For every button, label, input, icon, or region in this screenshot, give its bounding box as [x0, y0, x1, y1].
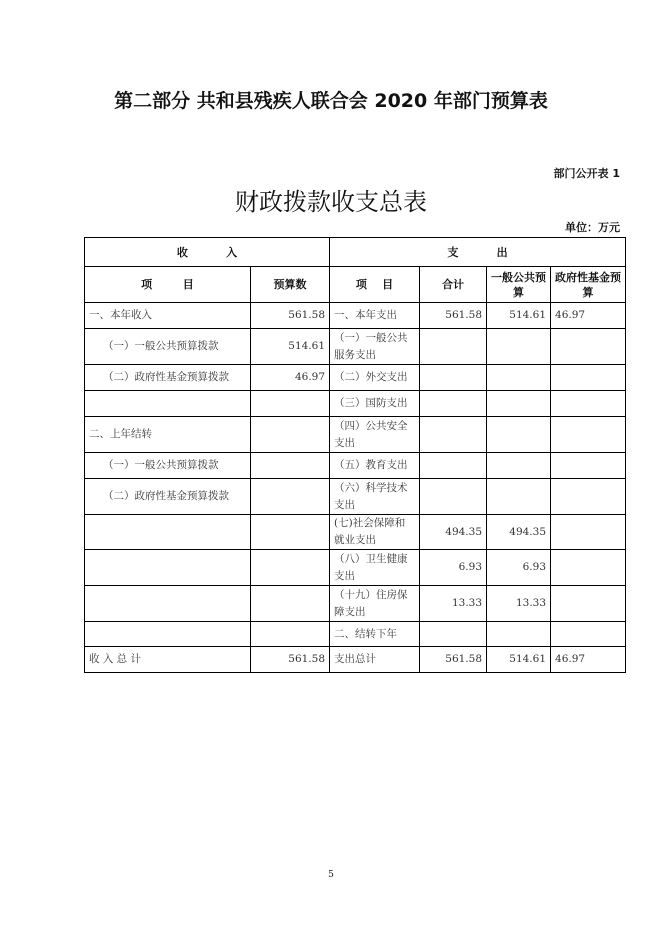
income-item	[85, 586, 251, 622]
table-row	[85, 391, 626, 417]
expense-header: 支 出	[330, 238, 626, 267]
total-header: 合计	[420, 267, 487, 303]
expense-total: 13.33	[420, 586, 487, 622]
income-item	[85, 515, 251, 550]
income-amount	[251, 391, 330, 417]
table-row	[85, 453, 626, 479]
table-row	[85, 417, 626, 453]
expense-item: （三）国防支出	[330, 391, 420, 417]
expense-item: （一）一般公共服务支出	[330, 329, 420, 365]
expense-item: （六）科学技术支出	[330, 479, 420, 515]
fund-budget-amount: 46.97	[551, 303, 626, 329]
fund-budget-amount: 46.97	[551, 647, 626, 673]
fund-budget-amount	[551, 479, 626, 515]
expense-total	[420, 329, 487, 365]
page-number: 5	[328, 870, 334, 880]
table-row	[85, 622, 626, 647]
expense-total	[420, 453, 487, 479]
income-amount	[251, 622, 330, 647]
expense-total	[420, 365, 487, 391]
section-heading: 第二部分 共和县残疾人联合会 2020 年部门预算表	[114, 90, 548, 112]
income-item: （一）一般公共预算拨款	[85, 329, 251, 365]
fund-budget-amount	[551, 622, 626, 647]
general-budget-amount	[487, 329, 551, 365]
fund-budget-amount	[551, 586, 626, 622]
fund-budget-amount	[551, 417, 626, 453]
fund-budget-header: 政府性基金预算	[551, 267, 626, 303]
table-row	[85, 329, 626, 365]
income-item: （一）一般公共预算拨款	[85, 453, 251, 479]
fund-budget-amount	[551, 329, 626, 365]
fund-budget-amount	[551, 391, 626, 417]
table-row	[85, 550, 626, 586]
expense-item: （五）教育支出	[330, 453, 420, 479]
expense-total	[420, 391, 487, 417]
income-item: （二）政府性基金预算拨款	[85, 479, 251, 515]
table-title: 财政拨款收支总表	[235, 188, 427, 216]
income-item-header: 项 目	[85, 267, 251, 303]
income-amount	[251, 515, 330, 550]
budget-table	[84, 237, 626, 673]
general-budget-amount	[487, 365, 551, 391]
table-row	[85, 586, 626, 622]
expense-total: 561.58	[420, 647, 487, 673]
general-budget-amount	[487, 417, 551, 453]
expense-item: 一、本年支出	[330, 303, 420, 329]
income-item	[85, 550, 251, 586]
income-item: 一、本年收入	[85, 303, 251, 329]
expense-total	[420, 622, 487, 647]
income-amount	[251, 586, 330, 622]
general-budget-amount: 494.35	[487, 515, 551, 550]
unit-label: 单位：万元	[565, 221, 620, 234]
fund-budget-amount	[551, 453, 626, 479]
expense-item: 二、结转下年	[330, 622, 420, 647]
income-item: （二）政府性基金预算拨款	[85, 365, 251, 391]
income-amount: 561.58	[251, 303, 330, 329]
general-budget-amount	[487, 622, 551, 647]
general-budget-amount: 514.61	[487, 647, 551, 673]
table-row	[85, 647, 626, 673]
general-budget-amount: 6.93	[487, 550, 551, 586]
income-amount: 46.97	[251, 365, 330, 391]
general-budget-header: 一般公共预算	[487, 267, 551, 303]
expense-item: (七)社会保障和就业支出	[330, 515, 420, 550]
expense-item: （十九）住房保障支出	[330, 586, 420, 622]
fund-budget-amount	[551, 365, 626, 391]
table-number: 部门公开表 1	[553, 167, 620, 180]
income-item: 收 入 总 计	[85, 647, 251, 673]
income-amount	[251, 453, 330, 479]
expense-item: 支出总计	[330, 647, 420, 673]
income-amount: 561.58	[251, 647, 330, 673]
general-budget-amount	[487, 453, 551, 479]
general-budget-amount: 514.61	[487, 303, 551, 329]
expense-item: （二）外交支出	[330, 365, 420, 391]
expense-item: （四）公共安全支出	[330, 417, 420, 453]
fund-budget-amount	[551, 550, 626, 586]
income-amount	[251, 417, 330, 453]
income-amount	[251, 550, 330, 586]
expense-item-header: 项 目	[330, 267, 420, 303]
income-amount	[251, 479, 330, 515]
income-item	[85, 391, 251, 417]
general-budget-amount	[487, 391, 551, 417]
table-row	[85, 515, 626, 550]
expense-total: 494.35	[420, 515, 487, 550]
expense-total: 6.93	[420, 550, 487, 586]
general-budget-amount	[487, 479, 551, 515]
table-row	[85, 365, 626, 391]
income-amount: 514.61	[251, 329, 330, 365]
income-header: 收 入	[85, 238, 330, 267]
expense-item: （八）卫生健康支出	[330, 550, 420, 586]
budget-header: 预算数	[251, 267, 330, 303]
expense-total	[420, 417, 487, 453]
table-row	[85, 303, 626, 329]
expense-total	[420, 479, 487, 515]
expense-total: 561.58	[420, 303, 487, 329]
general-budget-amount: 13.33	[487, 586, 551, 622]
income-item	[85, 622, 251, 647]
fund-budget-amount	[551, 515, 626, 550]
income-item: 二、上年结转	[85, 417, 251, 453]
table-row	[85, 479, 626, 515]
